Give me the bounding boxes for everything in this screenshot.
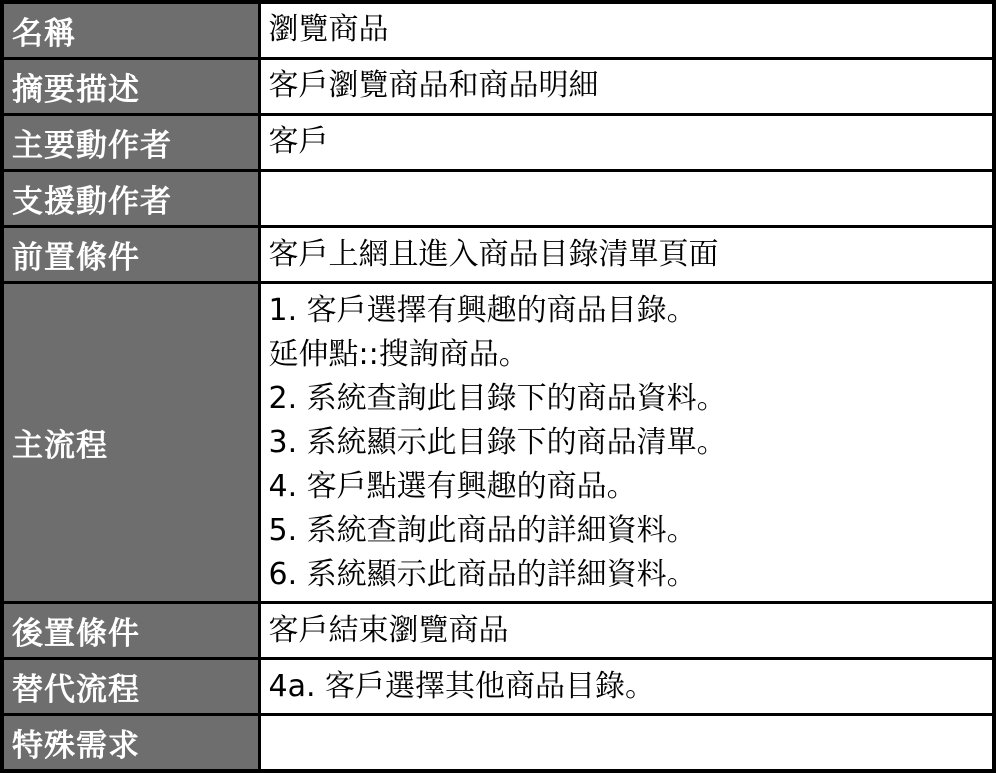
value-precondition: 客戶上網且進入商品目錄清單頁面	[259, 227, 994, 283]
main-flow-step: 5. 系統查詢此商品的詳細資料。	[268, 512, 697, 548]
main-flow-step: 1. 客戶選擇有興趣的商品目錄。	[268, 292, 697, 328]
label-summary: 摘要描述	[2, 58, 259, 114]
value-main-flow	[259, 283, 994, 603]
label-main-flow: 主流程	[2, 283, 259, 603]
label-postcondition: 後置條件	[2, 603, 259, 659]
main-flow-extension-point: 延伸點::搜詢商品。	[268, 336, 529, 372]
value-alternative-flow: 4a. 客戶選擇其他商品目錄。	[259, 659, 994, 715]
row-precondition	[2, 227, 994, 283]
main-flow-step: 4. 客戶點選有興趣的商品。	[268, 468, 637, 504]
value-name: 瀏覽商品	[259, 2, 994, 58]
row-postcondition	[2, 603, 994, 659]
row-summary	[2, 58, 994, 114]
value-postcondition: 客戶結束瀏覽商品	[259, 603, 994, 659]
row-supporting-actor	[2, 170, 994, 226]
main-flow-step: 3. 系統顯示此目錄下的商品清單。	[268, 424, 727, 460]
row-name	[2, 2, 994, 58]
label-precondition: 前置條件	[2, 227, 259, 283]
row-alternative-flow	[2, 659, 994, 715]
value-summary: 客戶瀏覽商品和商品明細	[259, 58, 994, 114]
row-special-requirements	[2, 715, 994, 771]
row-primary-actor	[2, 114, 994, 170]
main-flow-list	[269, 289, 993, 597]
main-flow-step: 2. 系統查詢此目錄下的商品資料。	[268, 380, 727, 416]
label-name: 名稱	[2, 2, 259, 58]
value-supporting-actor	[259, 170, 994, 226]
row-main-flow	[2, 283, 994, 603]
value-special-requirements	[259, 715, 994, 771]
label-primary-actor: 主要動作者	[2, 114, 259, 170]
label-special-requirements: 特殊需求	[2, 715, 259, 771]
label-alternative-flow: 替代流程	[2, 659, 259, 715]
value-primary-actor: 客戶	[259, 114, 994, 170]
main-flow-step: 6. 系統顯示此商品的詳細資料。	[268, 556, 697, 592]
label-supporting-actor: 支援動作者	[2, 170, 259, 226]
